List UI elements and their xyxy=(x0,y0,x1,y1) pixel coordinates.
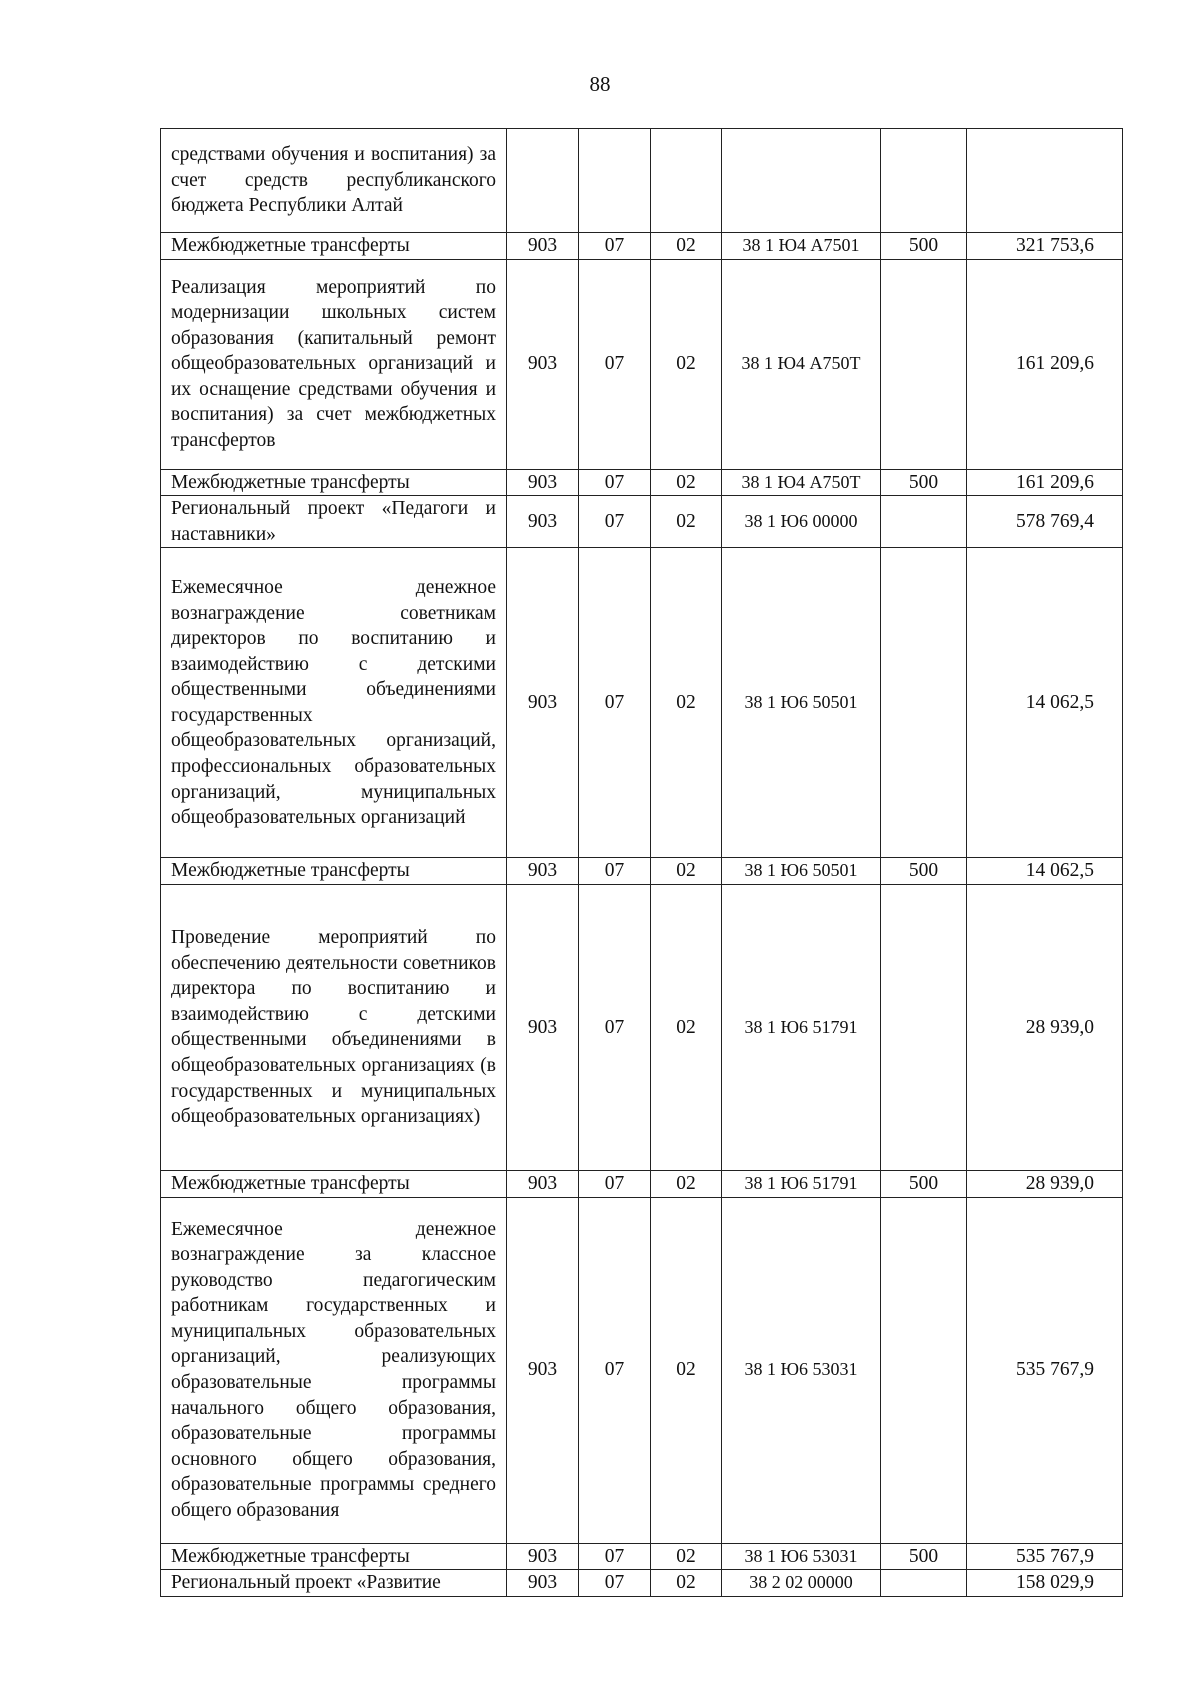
amount-cell: 161 209,6 xyxy=(967,469,1123,496)
amount-cell: 28 939,0 xyxy=(967,1170,1123,1197)
subsection-code-cell: 02 xyxy=(651,1170,722,1197)
ministry-code-cell: 903 xyxy=(507,858,579,885)
table-row xyxy=(161,1197,1123,1543)
target-article-cell: 38 1 Ю6 00000 xyxy=(722,496,881,548)
target-article-cell: 38 1 Ю4 А750Т xyxy=(722,259,881,469)
ministry-code-cell: 903 xyxy=(507,259,579,469)
section-code-cell: 07 xyxy=(579,1543,651,1570)
table-body xyxy=(161,129,1123,1597)
section-code-cell: 07 xyxy=(579,259,651,469)
page-number: 88 xyxy=(589,72,611,96)
ministry-code-cell: 903 xyxy=(507,884,579,1170)
ministry-code-cell: 903 xyxy=(507,1543,579,1570)
subsection-code-cell: 02 xyxy=(651,884,722,1170)
expense-type-cell: 500 xyxy=(881,469,967,496)
amount-cell: 321 753,6 xyxy=(967,233,1123,260)
table-row xyxy=(161,1570,1123,1597)
ministry-code-cell: 903 xyxy=(507,1570,579,1597)
section-code-cell xyxy=(579,129,651,233)
subsection-code-cell: 02 xyxy=(651,1197,722,1543)
section-code-cell: 07 xyxy=(579,233,651,260)
ministry-code-cell: 903 xyxy=(507,548,579,858)
section-code-cell: 07 xyxy=(579,548,651,858)
subsection-code-cell: 02 xyxy=(651,233,722,260)
subsection-code-cell: 02 xyxy=(651,469,722,496)
expense-type-cell xyxy=(881,259,967,469)
section-code-cell: 07 xyxy=(579,1197,651,1543)
amount-cell: 14 062,5 xyxy=(967,548,1123,858)
table-row xyxy=(161,129,1123,233)
amount-cell: 158 029,9 xyxy=(967,1570,1123,1597)
subsection-code-cell: 02 xyxy=(651,1543,722,1570)
row-name-cell: Ежемесячное денежное вознаграждение советникам директоров по воспитанию и взаимодействию с детскими общественными объединениями государственных общеобразовательных организаций, профессиональных образовательных организаций, муниципальных общеобразовательных организаций xyxy=(161,548,507,858)
target-article-cell: 38 1 Ю6 50501 xyxy=(722,858,881,885)
expense-type-cell: 500 xyxy=(881,233,967,260)
budget-table xyxy=(160,128,1123,1597)
table-row xyxy=(161,469,1123,496)
target-article-cell xyxy=(722,129,881,233)
target-article-cell: 38 1 Ю6 51791 xyxy=(722,884,881,1170)
target-article-cell: 38 1 Ю6 50501 xyxy=(722,548,881,858)
table-row xyxy=(161,1170,1123,1197)
row-name-cell: Ежемесячное денежное вознаграждение за классное руководство педагогическим работникам государственных и муниципальных образовательных организаций, реализующих образовательные программы начального общего образования, образовательные программы основного общего образования, образовательные программы среднего общего образования xyxy=(161,1197,507,1543)
amount-cell xyxy=(967,129,1123,233)
amount-cell: 535 767,9 xyxy=(967,1543,1123,1570)
table-row xyxy=(161,548,1123,858)
row-name-cell: Проведение мероприятий по обеспечению деятельности советников директора по воспитанию и взаимодействию с детскими общественными объединениями в общеобразовательных организациях (в государственных и муниципальных общеобразовательных организациях) xyxy=(161,884,507,1170)
table-row xyxy=(161,259,1123,469)
row-name-cell: Межбюджетные трансферты xyxy=(161,1170,507,1197)
subsection-code-cell: 02 xyxy=(651,548,722,858)
subsection-code-cell: 02 xyxy=(651,858,722,885)
expense-type-cell: 500 xyxy=(881,858,967,885)
table-row xyxy=(161,233,1123,260)
target-article-cell: 38 1 Ю6 51791 xyxy=(722,1170,881,1197)
subsection-code-cell: 02 xyxy=(651,496,722,548)
target-article-cell: 38 1 Ю4 А7501 xyxy=(722,233,881,260)
expense-type-cell xyxy=(881,1570,967,1597)
section-code-cell: 07 xyxy=(579,1570,651,1597)
subsection-code-cell: 02 xyxy=(651,1570,722,1597)
ministry-code-cell: 903 xyxy=(507,469,579,496)
ministry-code-cell: 903 xyxy=(507,1197,579,1543)
amount-cell: 14 062,5 xyxy=(967,858,1123,885)
expense-type-cell xyxy=(881,496,967,548)
row-name-cell: Межбюджетные трансферты xyxy=(161,233,507,260)
target-article-cell: 38 1 Ю4 А750Т xyxy=(722,469,881,496)
table-row xyxy=(161,884,1123,1170)
table-row xyxy=(161,496,1123,548)
expense-type-cell xyxy=(881,884,967,1170)
row-name-cell: Региональный проект «Педагоги и наставники» xyxy=(161,496,507,548)
section-code-cell: 07 xyxy=(579,884,651,1170)
expense-type-cell: 500 xyxy=(881,1170,967,1197)
amount-cell: 535 767,9 xyxy=(967,1197,1123,1543)
row-name-cell: Региональный проект «Развитие xyxy=(161,1570,507,1597)
amount-cell: 28 939,0 xyxy=(967,884,1123,1170)
ministry-code-cell xyxy=(507,129,579,233)
expense-type-cell xyxy=(881,129,967,233)
expense-type-cell xyxy=(881,548,967,858)
expense-type-cell xyxy=(881,1197,967,1543)
subsection-code-cell xyxy=(651,129,722,233)
row-name-cell: Межбюджетные трансферты xyxy=(161,469,507,496)
section-code-cell: 07 xyxy=(579,1170,651,1197)
amount-cell: 578 769,4 xyxy=(967,496,1123,548)
subsection-code-cell: 02 xyxy=(651,259,722,469)
target-article-cell: 38 2 02 00000 xyxy=(722,1570,881,1597)
ministry-code-cell: 903 xyxy=(507,496,579,548)
target-article-cell: 38 1 Ю6 53031 xyxy=(722,1543,881,1570)
target-article-cell: 38 1 Ю6 53031 xyxy=(722,1197,881,1543)
amount-cell: 161 209,6 xyxy=(967,259,1123,469)
table-row xyxy=(161,858,1123,885)
table-row xyxy=(161,1543,1123,1570)
ministry-code-cell: 903 xyxy=(507,233,579,260)
row-name-cell: Реализация мероприятий по модернизации школьных систем образования (капитальный ремонт общеобразовательных организаций и их оснащение средствами обучения и воспитания) за счет межбюджетных трансфертов xyxy=(161,259,507,469)
section-code-cell: 07 xyxy=(579,469,651,496)
section-code-cell: 07 xyxy=(579,858,651,885)
section-code-cell: 07 xyxy=(579,496,651,548)
row-name-cell: средствами обучения и воспитания) за счет средств республиканского бюджета Республики Алтай xyxy=(161,129,507,233)
row-name-cell: Межбюджетные трансферты xyxy=(161,1543,507,1570)
expense-type-cell: 500 xyxy=(881,1543,967,1570)
row-name-cell: Межбюджетные трансферты xyxy=(161,858,507,885)
ministry-code-cell: 903 xyxy=(507,1170,579,1197)
